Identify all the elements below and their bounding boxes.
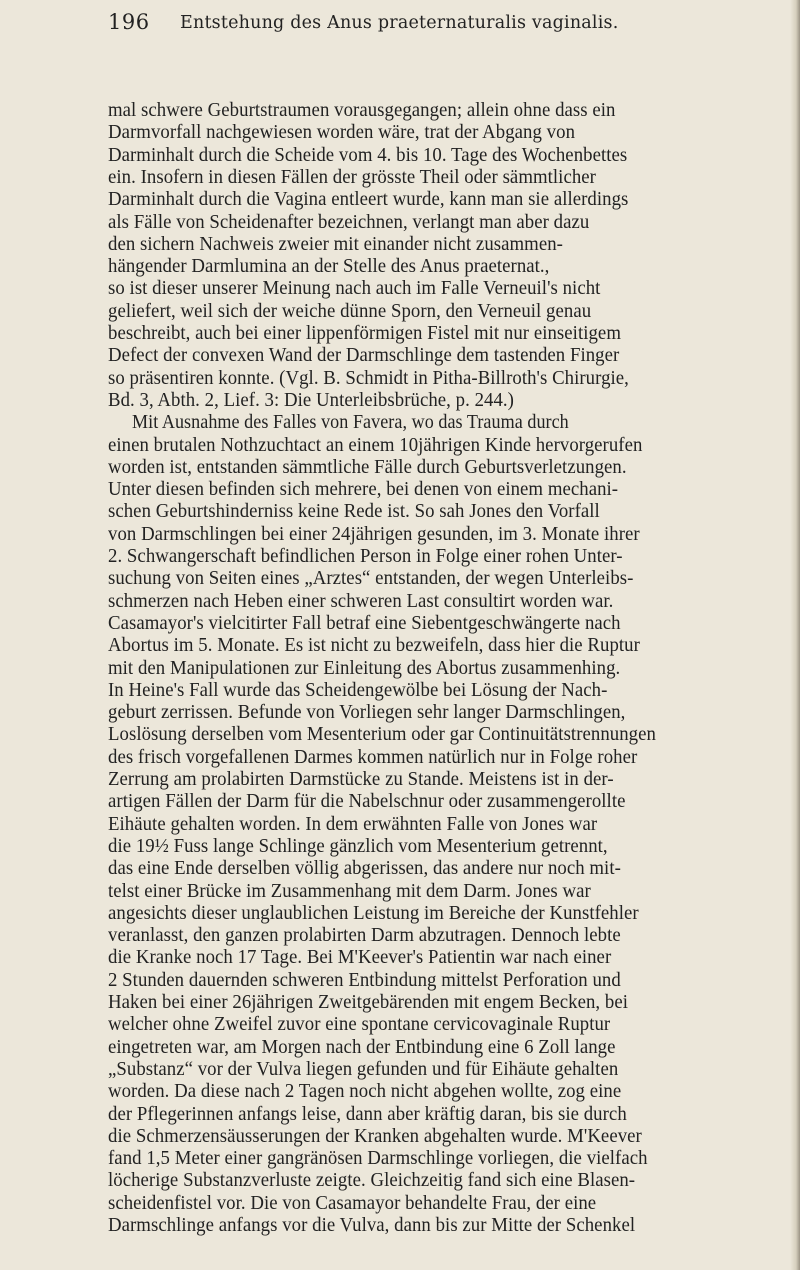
- text-line: Bd. 3, Abth. 2, Lief. 3: Die Unterleibsbrüche, p. 244.): [108, 389, 514, 411]
- page-edge: [790, 0, 800, 1270]
- page-header: [108, 10, 758, 42]
- text-line: 2. Schwangerschaft befindlichen Person in Folge einer rohen Unter-: [108, 546, 623, 567]
- text-line: worden. Da diese nach 2 Tagen noch nicht abgehen wollte, zog eine: [108, 1081, 622, 1103]
- text-line: veranlasst, den ganzen prolabirten Darm abzutragen. Dennoch lebte: [108, 925, 621, 947]
- text-line: schen Geburtshinderniss keine Rede ist. So sah Jones den Vorfall: [108, 501, 600, 523]
- text-line: ein. Insofern in diesen Fällen der grösste Theil oder sämmtlicher: [108, 166, 596, 188]
- text-line: der Pflegerinnen anfangs leise, dann aber kräftig daran, bis sie durch: [108, 1103, 627, 1125]
- text-line: Darmvorfall nachgewiesen worden wäre, trat der Abgang von: [108, 122, 576, 144]
- text-line: den sichern Nachweis zweier mit einander nicht zusammen-: [108, 233, 563, 255]
- text-line: „Substanz“ vor der Vulva liegen gefunden und für Eihäute gehalten: [108, 1058, 619, 1080]
- text-line: die Schmerzensäusserungen der Kranken abgehalten wurde. M'Keever: [108, 1125, 642, 1147]
- running-title: Entstehung des Anus praeternaturalis vaginalis.: [180, 13, 619, 33]
- text-line: von Darmschlingen bei einer 24jährigen gesunden, im 3. Monate ihrer: [108, 523, 640, 545]
- text-line: suchung von Seiten eines „Arztes“ entstanden, der wegen Unterleibs-: [108, 568, 634, 590]
- text-line: angesichts dieser unglaublichen Leistung im Bereiche der Kunstfehler: [108, 902, 639, 924]
- text-line: als Fälle von Scheidenafter bezeichnen, verlangt man aber dazu: [108, 211, 590, 233]
- page-number: 196: [108, 10, 150, 34]
- text-line: hängender Darmlumina an der Stelle des Anus praeternat.,: [108, 256, 550, 278]
- text-line: Mit Ausnahme des Falles von Favera, wo das Trauma durch: [132, 412, 569, 434]
- text-line: einen brutalen Nothzuchtact an einem 10jährigen Kinde hervorgerufen: [108, 434, 643, 456]
- text-line: mit den Manipulationen zur Einleitung des Abortus zusammenhing.: [108, 657, 621, 679]
- text-line: löcherige Substanzverluste zeigte. Gleichzeitig fand sich eine Blasen-: [108, 1170, 636, 1192]
- text-line: 2 Stunden dauernden schweren Entbindung mittelst Perforation und: [108, 969, 621, 991]
- text-line: Casamayor's vielcitirter Fall betraf eine Siebentgeschwängerte nach: [108, 612, 621, 634]
- text-line: Darminhalt durch die Scheide vom 4. bis 10. Tage des Wochenbettes: [108, 144, 628, 166]
- text-line: Loslösung derselben vom Mesenterium oder gar Continuitätstrennungen: [108, 724, 656, 746]
- text-line: welcher ohne Zweifel zuvor eine spontane cervicovaginale Ruptur: [108, 1014, 611, 1036]
- text-line: so präsentiren konnte. (Vgl. B. Schmidt in Pitha-Billroth's Chirurgie,: [108, 367, 629, 389]
- text-line: eingetreten war, am Morgen nach der Entbindung eine 6 Zoll lange: [108, 1036, 616, 1058]
- text-line: Defect der convexen Wand der Darmschlinge dem tastenden Finger: [108, 345, 620, 367]
- text-line: Eihäute gehalten worden. In dem erwähnten Falle von Jones war: [108, 813, 598, 835]
- text-line: fand 1,5 Meter einer gangränösen Darmschlinge vorliegen, die vielfach: [108, 1148, 648, 1170]
- text-line: Haken bei einer 26jährigen Zweitgebärenden mit engem Becken, bei: [108, 992, 629, 1013]
- text-line: die 19½ Fuss lange Schlinge gänzlich vom Mesenterium getrennt,: [108, 835, 608, 857]
- text-line: worden ist, entstanden sämmtliche Fälle durch Geburtsverletzungen.: [108, 456, 627, 478]
- text-line: In Heine's Fall wurde das Scheidengewölbe bei Lösung der Nach-: [108, 679, 608, 701]
- text-line: Darminhalt durch die Vagina entleert wurde, kann man sie allerdings: [108, 189, 629, 211]
- text-line: Zerrung am prolabirten Darmstücke zu Stande. Meistens ist in der-: [108, 769, 614, 790]
- text-line: Abortus im 5. Monate. Es ist nicht zu bezweifeln, dass hier die Ruptur: [108, 635, 640, 657]
- text-line: geliefert, weil sich der weiche dünne Sporn, den Verneuil genau: [108, 300, 592, 322]
- text-line: beschreibt, auch bei einer lippenförmigen Fistel mit nur einseitigem: [108, 323, 621, 344]
- text-line: die Kranke noch 17 Tage. Bei M'Keever's Patientin war nach einer: [108, 947, 612, 969]
- text-line: Unter diesen befinden sich mehrere, bei denen von einem mechani-: [108, 479, 619, 501]
- text-line: Darmschlinge anfangs vor die Vulva, dann bis zur Mitte der Schenkel: [108, 1215, 636, 1236]
- text-line: des frisch vorgefallenen Darmes kommen natürlich nur in Folge roher: [108, 746, 638, 768]
- text-line: scheidenfistel vor. Die von Casamayor behandelte Frau, der eine: [108, 1192, 597, 1214]
- text-line: so ist dieser unserer Meinung nach auch im Falle Verneuil's nicht: [108, 278, 601, 300]
- text-line: artigen Fällen der Darm für die Nabelschnur oder zusammengerollte: [108, 791, 626, 813]
- text-line: mal schwere Geburtstraumen vorausgegangen; allein ohne dass ein: [108, 100, 616, 121]
- text-line: schmerzen nach Heben einer schweren Last consultirt worden war.: [108, 590, 614, 612]
- text-line: geburt zerrissen. Befunde von Vorliegen sehr langer Darmschlingen,: [108, 702, 626, 724]
- text-line: telst einer Brücke im Zusammenhang mit dem Darm. Jones war: [108, 880, 591, 902]
- text-line: das eine Ende derselben völlig abgerissen, das andere nur noch mit-: [108, 858, 621, 880]
